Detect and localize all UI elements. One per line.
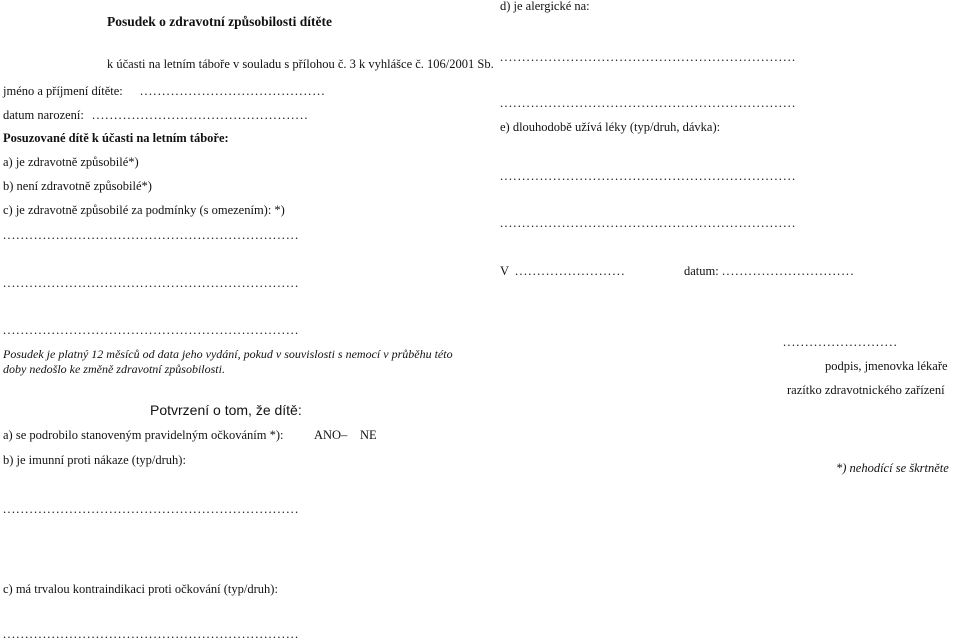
vaccination-no[interactable]: NE <box>360 428 377 442</box>
immune-dots[interactable]: ................................................................... <box>3 502 300 516</box>
validity-note: Posudek je platný 12 měsíců od data jeho vydání, pokud v souvislosti s nemocí v průběhu této doby nedošlo ke změně zdravotní způsobilosti. <box>3 347 453 376</box>
form-title: Posudek o zdravotní způsobilosti dítěte <box>107 14 333 29</box>
vaccination-dash: – <box>341 428 348 442</box>
allergic-dots-2[interactable]: ................................................................... <box>500 96 797 110</box>
restriction-dots-2[interactable]: ................................................................... <box>3 276 300 290</box>
place-dots[interactable]: ......................... <box>515 264 626 278</box>
date-dots[interactable]: .............................. <box>722 264 855 278</box>
stamp-label: razítko zdravotnického zařízení <box>787 383 945 397</box>
signature-label: podpis, jmenovka lékaře <box>825 359 948 373</box>
immune-label: b) je imunní proti nákaze (typ/druh): <box>3 453 186 467</box>
contraindication-label: c) má trvalou kontraindikaci proti očkování (typ/druh): <box>3 582 278 596</box>
signature-dots[interactable]: .......................... <box>783 335 899 349</box>
confirm-heading: Potvrzení o tom, že dítě: <box>150 402 302 418</box>
medication-dots-1[interactable]: ................................................................... <box>500 169 797 183</box>
allergic-dots-1[interactable]: ................................................................... <box>500 50 797 64</box>
birth-date-label: datum narození: <box>3 108 84 122</box>
date-label: datum: <box>684 264 719 278</box>
medication-dots-2[interactable]: ................................................................... <box>500 216 797 230</box>
footnote: *) nehodící se škrtněte <box>836 461 949 475</box>
medication-label: e) dlouhodobě užívá léky (typ/druh, dávka): <box>500 120 721 134</box>
birth-date-field-dots[interactable]: ................................................. <box>92 108 309 122</box>
vaccination-label: a) se podrobilo stanoveným pravidelným očkováním *): <box>3 428 284 442</box>
place-label: V <box>500 264 510 278</box>
allergic-label: d) je alergické na: <box>500 0 590 13</box>
restriction-dots-1[interactable]: ................................................................... <box>3 228 300 242</box>
name-field-dots[interactable]: .......................................... <box>140 84 326 98</box>
form-subtitle: k účasti na letním táboře v souladu s přílohou č. 3 k vyhlášce č. 106/2001 Sb. <box>107 57 494 71</box>
option-c: c) je zdravotně způsobilé za podmínky (s omezením): *) <box>3 203 285 217</box>
vaccination-yes[interactable]: ANO <box>314 428 342 442</box>
option-a: a) je zdravotně způsobilé*) <box>3 155 139 169</box>
contraindication-dots[interactable]: ................................................................... <box>3 627 300 641</box>
restriction-dots-3[interactable]: ................................................................... <box>3 323 300 337</box>
option-b: b) není zdravotně způsobilé*) <box>3 179 152 193</box>
assessed-heading: Posuzované dítě k účasti na letním táboře: <box>3 131 229 145</box>
name-label: jméno a příjmení dítěte: <box>3 84 123 98</box>
